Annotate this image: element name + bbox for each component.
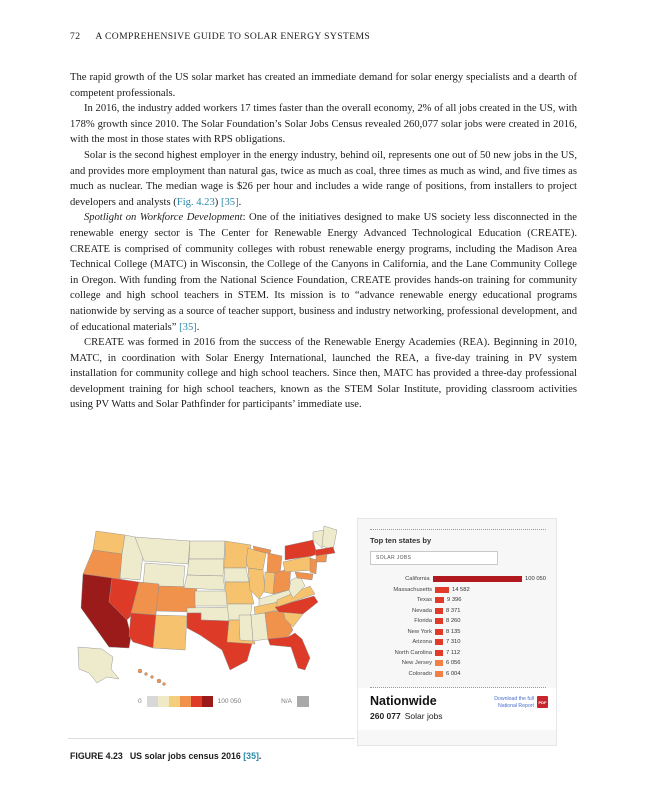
paragraph: CREATE was formed in 2016 from the success of the Renewable Energy Academies (REA). Beginning in 2010, MATC, in coordination with Solar Energy International, launched the REA, a five-day training in PV system installation for community college and high school teachers. Since then, MATC has provided a three-day professional development training for high school teachers, known as the STEM Solar Institute, providing classroom activities using PV Watts and Solar Pathfinder for participants’ immediate use. <box>70 337 577 411</box>
bar-row <box>370 585 546 596</box>
running-header <box>70 31 370 42</box>
body-text <box>70 70 577 510</box>
state-sd <box>187 559 224 576</box>
legend-swatch <box>147 696 158 707</box>
legend-swatch <box>169 696 180 707</box>
bar-value-label: 7 310 <box>446 639 461 646</box>
bar <box>433 576 522 582</box>
legend-na-group <box>281 696 309 707</box>
map-legend <box>138 696 355 707</box>
paragraph-text: ) <box>214 196 221 208</box>
bar-state-label: New Jersey <box>401 660 432 667</box>
bar-row <box>370 648 546 659</box>
bar-state-label: Massachusetts <box>393 586 432 593</box>
paragraph-text: : One of the initiatives designed to make US society less disconnected in the renewable energy sector is The Center for Renewable Energy Advanced Technological Education (CREATE). CREATE is comprised of community colleges with robust renewable energy programs, including the Madison Area Technical College (MATC) in Wisconsin, the College of the Canyons in California, and the Lane Community College in Oregon. With funding from the National Science Foundation, CREATE provides hands-on training for community college and high school teachers in STEM. Its mission is to “advance renewable energy educational programs nationwide by serving as a source of teacher support, business and industry networking, professional development, and of educational materials” <box>70 212 577 333</box>
citation-link[interactable]: [35] <box>220 196 239 208</box>
paragraph: The rapid growth of the US solar market has created an immediate demand for solar energy specialists and a dearth of competent professionals. <box>70 72 577 99</box>
bar <box>435 650 443 656</box>
bar-value-label: 8 260 <box>446 618 461 625</box>
state-nj <box>310 558 317 574</box>
bar-value-label: 7 112 <box>446 649 461 656</box>
metric-select[interactable] <box>370 551 498 565</box>
bar-state-label: California <box>405 576 430 583</box>
state-nd <box>189 541 225 559</box>
download-area <box>480 696 548 721</box>
metric-select-value: SOLAR JOBS <box>376 555 412 561</box>
bar-row <box>370 658 546 669</box>
bar-value-label: 9 396 <box>447 597 462 604</box>
state-hi <box>151 676 154 679</box>
legend-swatch <box>202 696 213 707</box>
bar-value-label: 8 371 <box>446 607 461 614</box>
bar <box>435 660 443 666</box>
bar <box>435 629 443 635</box>
state-ne <box>184 575 225 590</box>
legend-min-label: 0 <box>138 698 142 705</box>
bar-row <box>370 616 546 627</box>
state-fl <box>268 633 310 670</box>
state-hi <box>138 669 142 673</box>
state-hi <box>163 683 166 686</box>
state-ms <box>239 615 253 641</box>
legend-swatch <box>158 696 169 707</box>
paragraph: In 2016, the industry added workers 17 times faster than the overall economy, 2% of all jobs created in the US, with 178% growth since 2010. The Solar Foundation’s Solar Jobs Census revealed 260,077 solar jobs were created in 2016, with the most in those states with RPS obligations. <box>70 103 577 146</box>
state-mi <box>267 553 282 574</box>
top-states-panel <box>357 518 557 746</box>
nationwide-total-value: 260 077 <box>370 711 401 721</box>
nationwide-total-unit: Solar jobs <box>404 711 443 721</box>
bar-chart <box>370 574 546 679</box>
figure-caption <box>70 751 261 761</box>
figure-4-23 <box>68 518 557 746</box>
legend-swatch <box>191 696 202 707</box>
legend-na-swatch <box>297 696 309 707</box>
bar-value-label: 8 135 <box>446 628 461 635</box>
paragraph-text: Solar is the second highest employer in the energy industry, behind oil, represents one out of 50 new jobs in the US, and provides more employment than natural gas, twice as much as coal, three times as much as wind, and five times as much as nuclear. The median wage is $26 per hour and includes a wide range of positions, from installers to project developers and analysts ( <box>70 149 577 208</box>
bar-row <box>370 574 546 585</box>
legend-swatch <box>180 696 191 707</box>
running-title: A COMPREHENSIVE GUIDE TO SOLAR ENERGY SYSTEMS <box>95 31 371 42</box>
bar-row <box>370 637 546 648</box>
bar-state-label: Arizona <box>412 639 432 646</box>
legend-max-label: 100 050 <box>217 698 242 705</box>
italic-lead-in: Spotlight on Workforce Development <box>84 212 243 224</box>
bar <box>435 608 443 614</box>
bar-row <box>370 669 546 680</box>
citation-link[interactable]: [35] <box>179 321 197 333</box>
state-me <box>322 526 337 550</box>
paragraph-text: . <box>196 321 200 333</box>
bar-state-label: North Carolina <box>394 649 432 656</box>
bar <box>435 597 444 603</box>
download-report-link[interactable]: Download the full National Report <box>494 696 534 709</box>
caption-citation-link[interactable]: [35] <box>243 751 259 761</box>
nationwide-section <box>358 688 556 730</box>
bar-row <box>370 606 546 617</box>
bar-row <box>370 595 546 606</box>
state-ny <box>285 540 317 560</box>
nationwide-title: Nationwide <box>370 694 437 708</box>
state-hi <box>157 679 161 683</box>
figure-reference-link[interactable]: Fig. 4.23 <box>176 196 215 208</box>
state-ks <box>195 591 231 606</box>
paragraph-text: . <box>238 196 242 208</box>
bar-value-label: 6 056 <box>446 660 461 667</box>
bar-row <box>370 627 546 638</box>
bar-value-label: 100 050 <box>525 576 546 583</box>
state-hi <box>145 673 148 676</box>
bar <box>435 618 443 624</box>
bar-state-label: Nevada <box>412 607 432 614</box>
pdf-icon[interactable]: PDF <box>537 696 548 708</box>
bar-state-label: New York <box>407 628 432 635</box>
figure-caption-period: . <box>258 751 262 761</box>
legend-color-scale <box>147 696 213 707</box>
bar-state-label: Florida <box>414 618 432 625</box>
state-nm <box>153 615 187 650</box>
nationwide-total <box>370 711 443 721</box>
us-choropleth-map <box>68 518 355 739</box>
paragraph <box>70 148 577 210</box>
bar-value-label: 14 582 <box>452 586 470 593</box>
state-ia <box>224 568 249 582</box>
bar <box>435 587 449 593</box>
bar <box>435 639 443 645</box>
bar-value-label: 6 004 <box>446 670 461 677</box>
state-az <box>129 613 156 648</box>
state-ak <box>78 647 119 683</box>
legend-na-label: N/A <box>281 698 292 705</box>
panel-top-separator <box>370 529 546 530</box>
state-mt <box>135 537 190 564</box>
us-map-svg <box>68 521 352 689</box>
bar <box>435 671 443 677</box>
paragraph <box>70 210 577 335</box>
bar-state-label: Texas <box>416 597 432 604</box>
figure-caption-text: US solar jobs census 2016 <box>129 751 244 761</box>
bar-state-label: Colorado <box>408 670 432 677</box>
panel-title: Top ten states by <box>370 536 432 545</box>
page-number: 72 <box>70 31 81 42</box>
figure-caption-label: FIGURE 4.23 <box>70 751 123 761</box>
